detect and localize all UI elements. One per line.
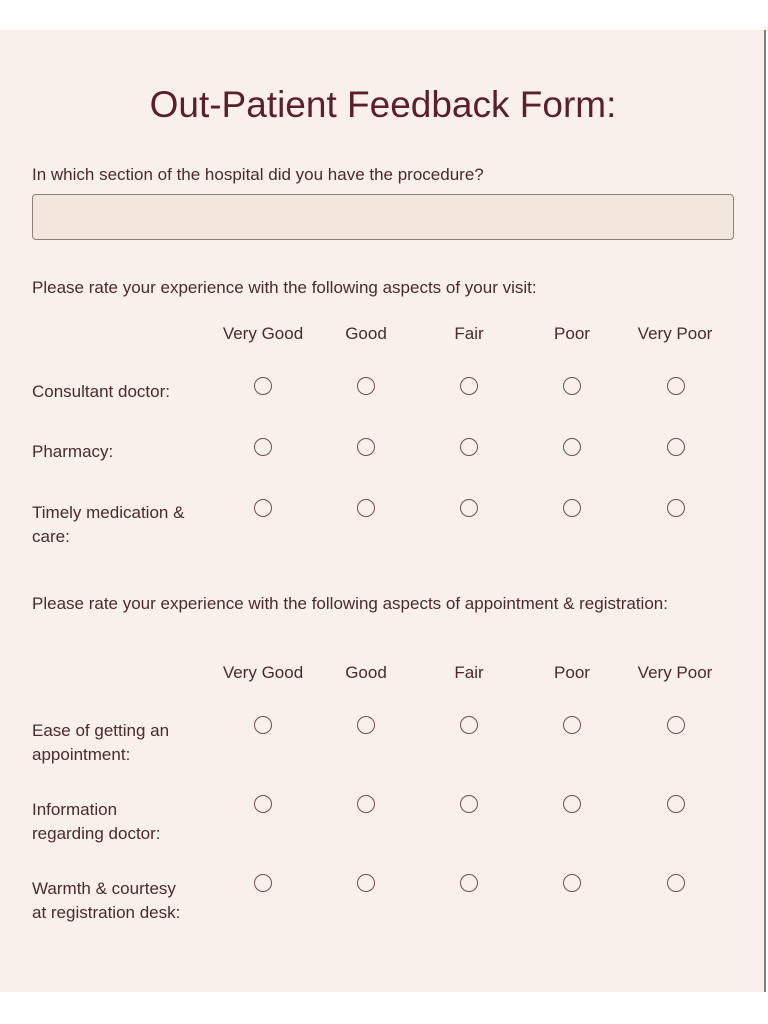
- visit-rating-prompt: Please rate your experience with the following aspects of your visit:: [32, 278, 537, 297]
- section-question-label: In which section of the hospital did you have the procedure?: [32, 165, 484, 184]
- column-header-good: Good: [345, 324, 387, 343]
- radio-medication-poor[interactable]: [563, 499, 581, 517]
- column-header-very-poor: Very Poor: [637, 663, 713, 682]
- column-header-fair: Fair: [454, 663, 484, 682]
- radio-pharmacy-very-good[interactable]: [254, 438, 272, 456]
- radio-courtesy-very-good[interactable]: [254, 874, 272, 892]
- radio-doctor-info-fair[interactable]: [460, 795, 478, 813]
- column-header-very-poor: Very Poor: [637, 324, 713, 343]
- column-header-poor: Poor: [554, 324, 590, 343]
- radio-medication-fair[interactable]: [460, 499, 478, 517]
- column-header-very-good: Very Good: [222, 324, 304, 343]
- radio-appointment-very-poor[interactable]: [667, 716, 685, 734]
- radio-appointment-fair[interactable]: [460, 716, 478, 734]
- radio-consultant-good[interactable]: [357, 377, 375, 395]
- section-input[interactable]: [32, 194, 734, 240]
- column-header-poor: Poor: [554, 663, 590, 682]
- row-label-pharmacy: Pharmacy:: [32, 442, 114, 461]
- appointment-rating-prompt: Please rate your experience with the following aspects of appointment & registration:: [32, 594, 668, 613]
- page-title: Out-Patient Feedback Form:: [149, 84, 617, 125]
- radio-medication-very-poor[interactable]: [667, 499, 685, 517]
- row-label-ease-of-appointment: Ease of getting an appointment:: [32, 721, 170, 764]
- radio-pharmacy-good[interactable]: [357, 438, 375, 456]
- column-header-very-good: Very Good: [222, 663, 304, 682]
- row-label-doctor-information: Information regarding doctor:: [32, 800, 161, 843]
- radio-pharmacy-fair[interactable]: [460, 438, 478, 456]
- radio-doctor-info-very-good[interactable]: [254, 795, 272, 813]
- radio-doctor-info-poor[interactable]: [563, 795, 581, 813]
- radio-medication-good[interactable]: [357, 499, 375, 517]
- radio-consultant-fair[interactable]: [460, 377, 478, 395]
- column-header-fair: Fair: [454, 324, 484, 343]
- radio-courtesy-good[interactable]: [357, 874, 375, 892]
- row-label-registration-courtesy: Warmth & courtesy at registration desk:: [32, 879, 181, 922]
- radio-appointment-very-good[interactable]: [254, 716, 272, 734]
- radio-consultant-very-good[interactable]: [254, 377, 272, 395]
- radio-doctor-info-good[interactable]: [357, 795, 375, 813]
- radio-appointment-poor[interactable]: [563, 716, 581, 734]
- radio-doctor-info-very-poor[interactable]: [667, 795, 685, 813]
- radio-pharmacy-poor[interactable]: [563, 438, 581, 456]
- row-label-consultant-doctor: Consultant doctor:: [32, 382, 170, 401]
- radio-consultant-poor[interactable]: [563, 377, 581, 395]
- radio-courtesy-fair[interactable]: [460, 874, 478, 892]
- radio-pharmacy-very-poor[interactable]: [667, 438, 685, 456]
- radio-courtesy-poor[interactable]: [563, 874, 581, 892]
- radio-medication-very-good[interactable]: [254, 499, 272, 517]
- column-header-good: Good: [345, 663, 387, 682]
- radio-consultant-very-poor[interactable]: [667, 377, 685, 395]
- radio-appointment-good[interactable]: [357, 716, 375, 734]
- row-label-timely-medication: Timely medication & care:: [32, 503, 185, 546]
- radio-courtesy-very-poor[interactable]: [667, 874, 685, 892]
